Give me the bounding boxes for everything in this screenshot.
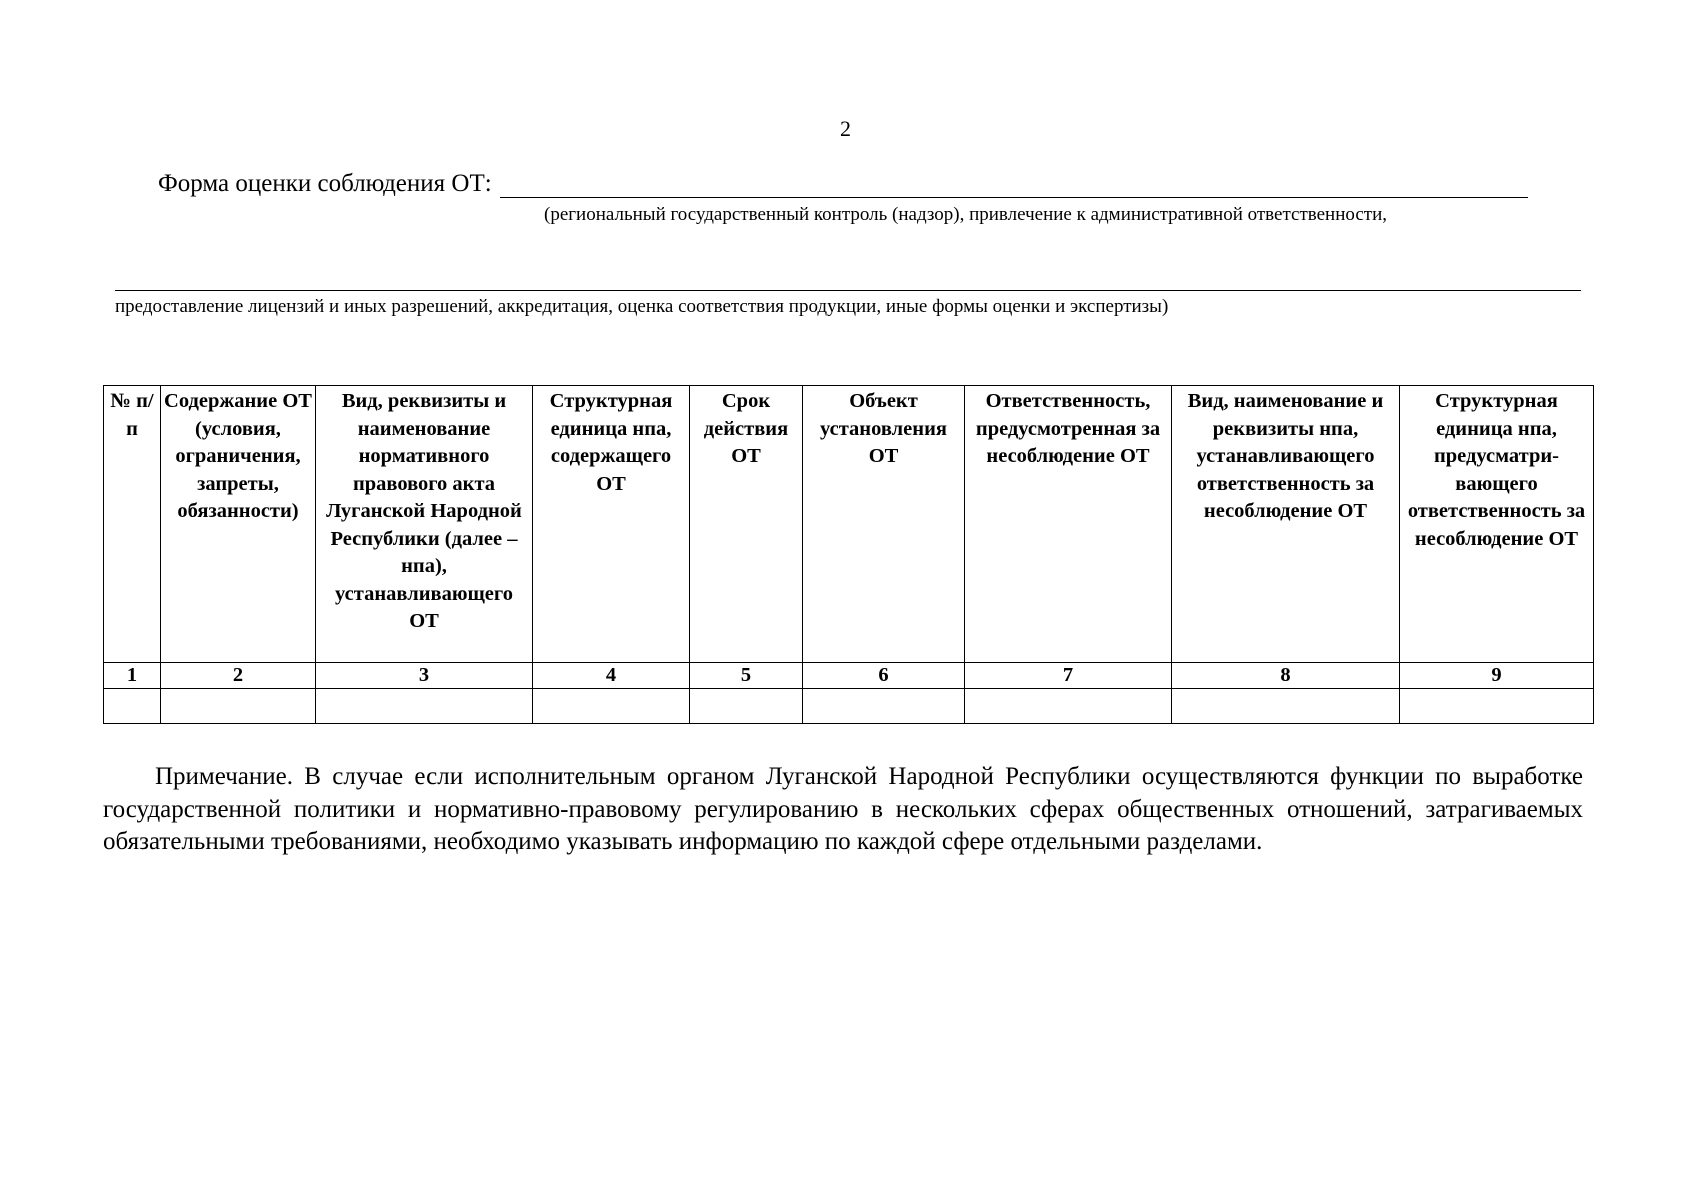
page-number: 2 <box>840 116 851 141</box>
form-caption-line1: (региональный государственный контроль (надзор), привлечение к административной ответственности, <box>544 204 1388 225</box>
empty-cell <box>533 689 690 724</box>
column-number: 8 <box>1172 663 1400 689</box>
form-label: Форма оценки соблюдения ОТ: <box>158 170 492 197</box>
header-cell: Вид, наименование и реквизиты нпа, устанавливающего ответственность за несоблюдение ОТ <box>1172 386 1400 663</box>
column-number: 6 <box>803 663 965 689</box>
note-paragraph: Примечание. В случае если исполнительным органом Луганской Народной Республики осуществляются функции по выработке государственной политики и нормативно-правовому регулированию в нескольких сферах общественных отношений, затрагиваемых обязательными требованиями, необходимо указывать информацию по каждой сфере отдельными разделами. <box>103 763 1583 855</box>
column-number: 9 <box>1400 663 1594 689</box>
header-cell: Структурная единица нпа, предусматри-вающего ответственность за несоблюдение ОТ <box>1400 386 1594 663</box>
empty-cell <box>690 689 803 724</box>
header-cell: Структурная единица нпа, содержащего ОТ <box>533 386 690 663</box>
empty-cell <box>1400 689 1594 724</box>
empty-cell <box>316 689 533 724</box>
form-fill-line-2 <box>115 290 1581 291</box>
column-number: 5 <box>690 663 803 689</box>
form-caption-line2: предоставление лицензий и иных разрешений, аккредитация, оценка соответствия продукции, иные формы оценки и экспертизы) <box>115 296 1169 317</box>
header-cell: Вид, реквизиты и наименование нормативного правового акта Луганской Народной Республики (далее – нпа), устанавливающего ОТ <box>316 386 533 663</box>
empty-cell <box>104 689 161 724</box>
column-number-row <box>104 663 1594 689</box>
header-cell: Ответственность, предусмотренная за несоблюдение ОТ <box>965 386 1172 663</box>
column-number: 3 <box>316 663 533 689</box>
empty-cell <box>965 689 1172 724</box>
column-number: 7 <box>965 663 1172 689</box>
column-number: 2 <box>161 663 316 689</box>
column-number: 4 <box>533 663 690 689</box>
header-cell: Срок действия ОТ <box>690 386 803 663</box>
empty-cell <box>161 689 316 724</box>
empty-cell <box>1172 689 1400 724</box>
header-cell: № п/п <box>104 386 161 663</box>
header-cell: Объект установления ОТ <box>803 386 965 663</box>
empty-cell <box>803 689 965 724</box>
table-header-row <box>104 386 1594 663</box>
ot-assessment-table <box>103 385 1594 724</box>
form-fill-line <box>500 175 1528 198</box>
header-cell: Содержание ОТ (условия, ограничения, запреты, обязанности) <box>161 386 316 663</box>
form-title-line <box>158 170 1528 198</box>
column-number: 1 <box>104 663 161 689</box>
empty-data-row <box>104 689 1594 724</box>
